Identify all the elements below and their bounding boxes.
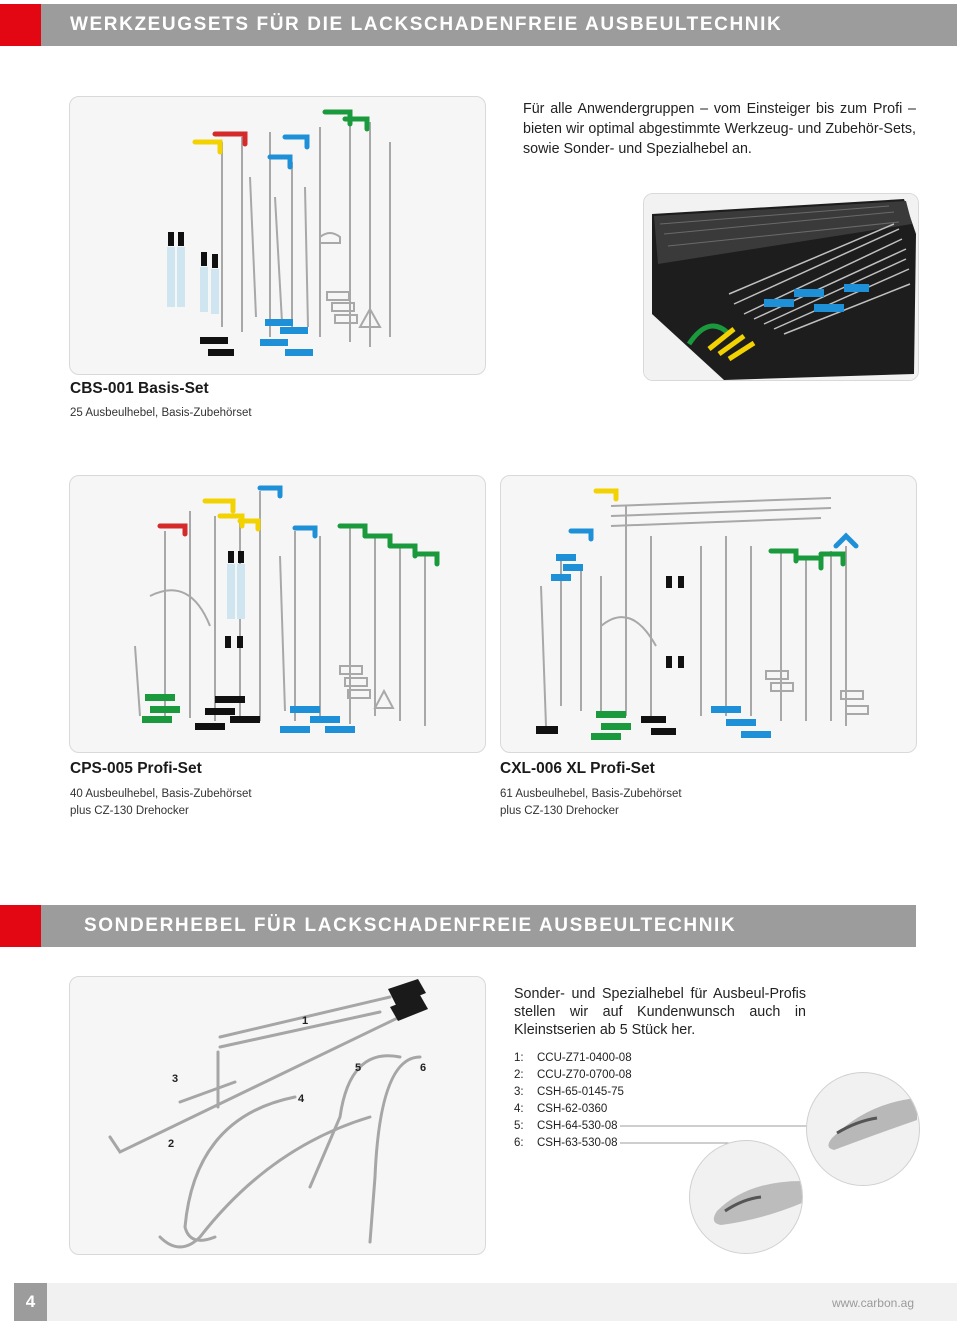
lever-tip-detail	[690, 1141, 802, 1253]
lever-tip-detail	[807, 1073, 919, 1185]
detail-circle-tip-2	[689, 1140, 803, 1254]
page-number: 4	[14, 1283, 47, 1321]
photo-basis-set	[69, 96, 486, 375]
header-accent	[0, 905, 41, 947]
set-title-xl-profi: CXL-006 XL Profi-Set	[500, 760, 655, 777]
intro-text: Für alle Anwendergruppen – vom Einsteiger bis zum Profi – bieten wir optimal abgestimmte Werkzeug- und Zubehör-Sets, sowie Sonder- und Spezialhebel an.	[523, 101, 916, 157]
set-description-xl-profi-line1: 61 Ausbeulhebel, Basis-Zubehörset	[500, 788, 682, 800]
tool-set-illustration	[70, 97, 485, 374]
photo-xl-profi-set	[500, 475, 917, 753]
lever-label-6: 6	[420, 1062, 427, 1074]
list-item: 3: CSH-65-0145-75	[514, 1086, 624, 1098]
lever-label-1: 1	[302, 1015, 309, 1027]
list-item: 6: CSH-63-530-08	[514, 1137, 618, 1149]
set-description-basis: 25 Ausbeulhebel, Basis-Zubehörset	[70, 407, 252, 419]
footer-bar	[47, 1283, 957, 1321]
header-accent	[0, 4, 41, 46]
section-title-special-levers: SONDERHEBEL FÜR LACKSCHADENFREIE AUSBEULTECHNIK	[84, 915, 737, 936]
set-title-basis: CBS-001 Basis-Set	[70, 380, 209, 397]
set-description-profi-line2: plus CZ-130 Drehocker	[70, 805, 189, 817]
photo-profi-set	[69, 475, 486, 753]
tool-case-illustration	[644, 194, 918, 380]
photo-special-levers	[69, 976, 486, 1255]
lever-label-5: 5	[355, 1062, 362, 1074]
lever-label-4: 4	[298, 1093, 305, 1105]
lever-label-3: 3	[172, 1073, 179, 1085]
list-item: 5: CSH-64-530-08	[514, 1120, 618, 1132]
special-levers-illustration	[70, 977, 485, 1254]
section-title-toolsets: WERKZEUGSETS FÜR DIE LACKSCHADENFREIE AUSBEULTECHNIK	[70, 14, 783, 35]
list-item: 1: CCU-Z71-0400-08	[514, 1052, 632, 1064]
lever-label-2: 2	[168, 1138, 175, 1150]
footer-url[interactable]: www.carbon.ag	[831, 1296, 914, 1310]
special-intro-text: Sonder- und Spezialhebel für Ausbeul-Profis stellen wir auf Kundenwunsch auch in Kleinstserien ab 5 Stück her.	[514, 986, 806, 1038]
list-item: 2: CCU-Z70-0700-08	[514, 1069, 632, 1081]
lever-code-list	[514, 1050, 632, 1152]
tool-set-illustration	[70, 476, 485, 752]
list-item: 4: CSH-62-0360	[514, 1103, 608, 1115]
detail-circle-tip	[806, 1072, 920, 1186]
photo-tool-case	[643, 193, 919, 381]
set-title-profi: CPS-005 Profi-Set	[70, 760, 202, 777]
set-description-xl-profi-line2: plus CZ-130 Drehocker	[500, 805, 619, 817]
set-description-profi-line1: 40 Ausbeulhebel, Basis-Zubehörset	[70, 788, 252, 800]
tool-set-illustration	[501, 476, 916, 752]
